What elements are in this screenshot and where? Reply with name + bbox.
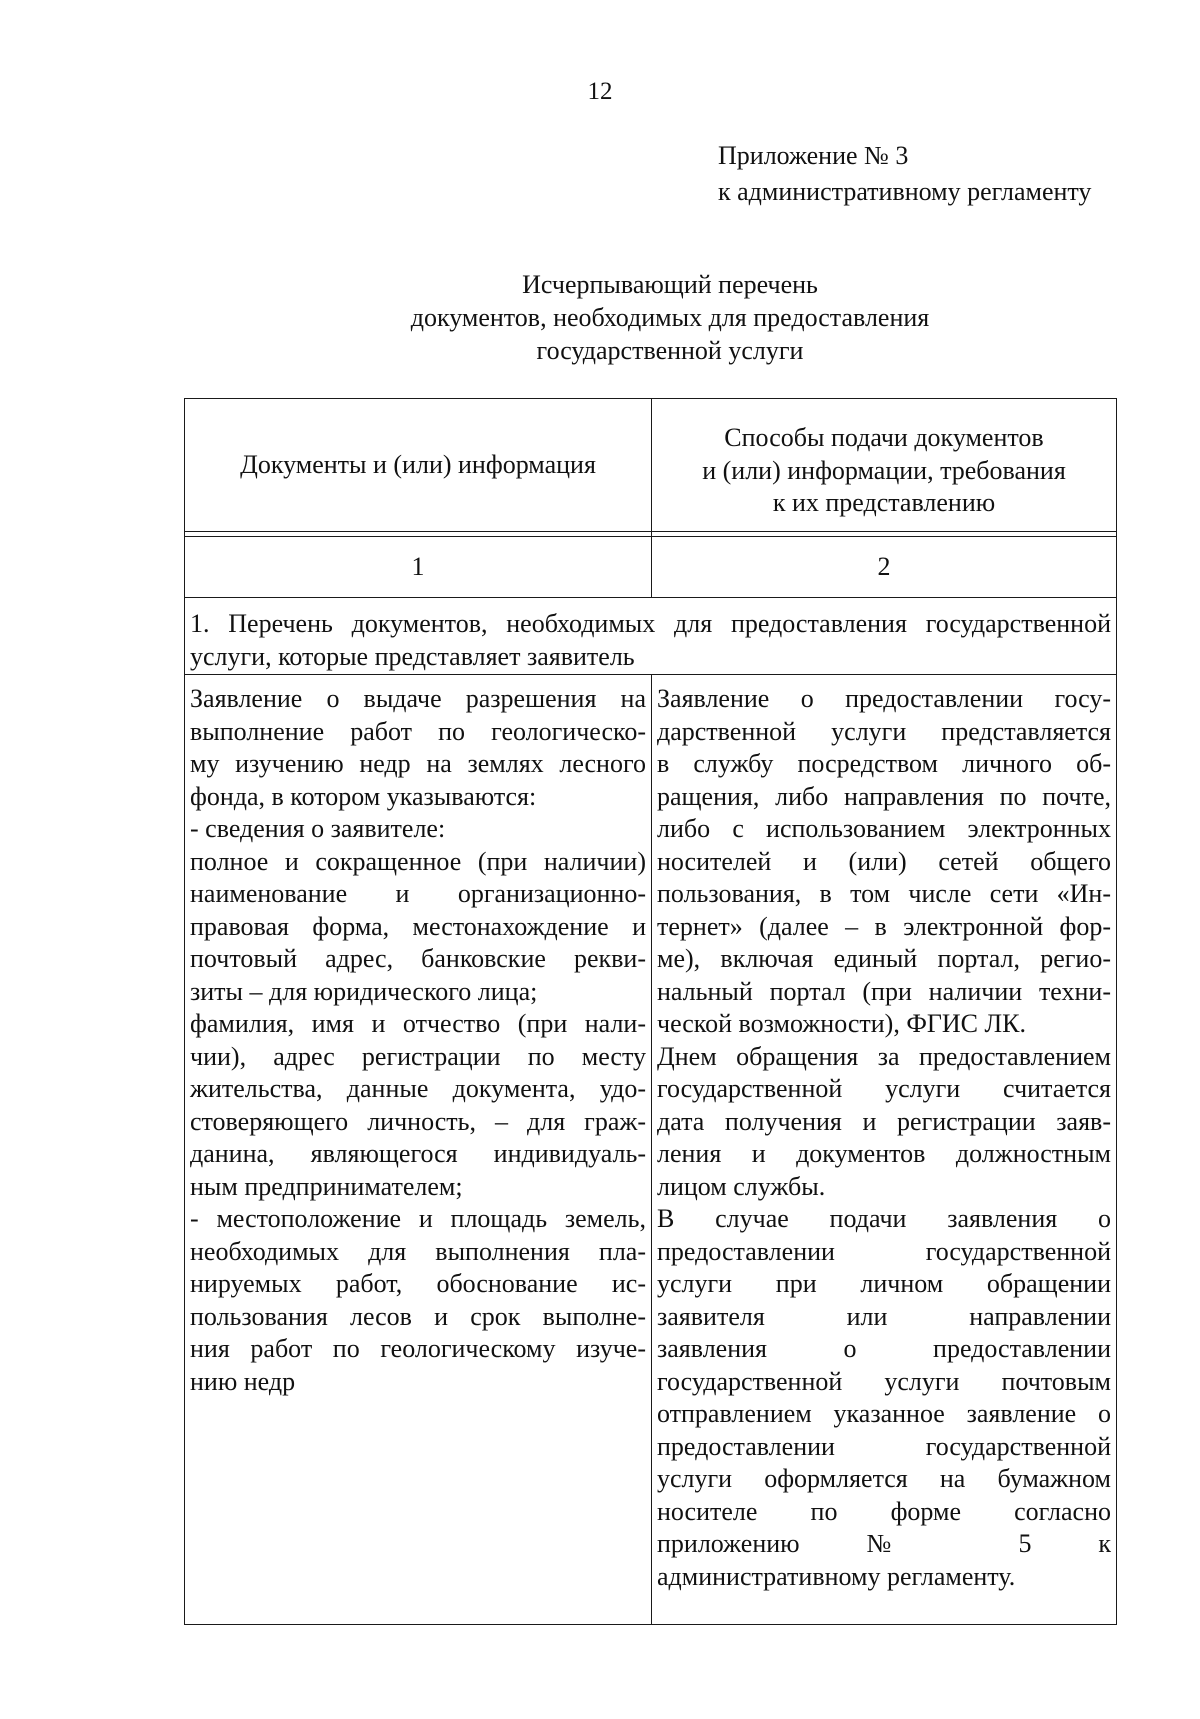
right-cell-line: пользования, в том числе сети «Ин-: [657, 879, 1111, 908]
left-cell-line: фонда, в котором указываются:: [190, 781, 537, 811]
right-cell-line: услуги оформляется на бумажном: [657, 1464, 1111, 1493]
left-cell-line: почтовый адрес, банковские рекви-: [190, 944, 646, 973]
left-cell-line: нию недр: [190, 1366, 296, 1396]
left-cell-line: - сведения о заявителе:: [190, 814, 446, 843]
right-cell-line: ления и документов должностным: [657, 1139, 1111, 1168]
right-cell-line: лицом службы.: [657, 1171, 826, 1201]
left-cell-line: пользования лесов и срок выполне-: [190, 1301, 646, 1331]
column-header-methods-line-3: к их представлению: [772, 488, 996, 518]
appendix-line-2: к административному регламенту: [718, 177, 1092, 206]
left-cell-line: нируемых работ, обоснование ис-: [190, 1269, 646, 1298]
column-number-row: [185, 537, 1117, 598]
right-cell-line: заявителя или направлении: [657, 1301, 1111, 1331]
right-cell-line: в службу посредством личного об-: [657, 749, 1111, 778]
right-cell-line: либо с использованием электронных: [657, 814, 1111, 843]
right-cell-line: дата получения и регистрации заяв-: [657, 1106, 1111, 1136]
left-cell-line: зиты – для юридического лица;: [190, 976, 538, 1006]
title-line-3: государственной услуги: [536, 336, 804, 365]
title-line-1: Исчерпывающий перечень: [522, 270, 818, 299]
right-cell-line: государственной услуги считается: [657, 1074, 1111, 1103]
right-cell-line: тернет» (далее – в электронной фор-: [657, 911, 1111, 941]
right-cell-line: нальный портал (при наличии техни-: [657, 976, 1111, 1006]
column-number-2: 2: [652, 537, 1117, 598]
right-cell-line: государственной услуги почтовым: [657, 1366, 1111, 1396]
left-cell-line: полное и сокращенное (при наличии): [190, 846, 646, 876]
right-cell-line: предоставлении государственной: [657, 1431, 1111, 1461]
right-cell-line: носителе по форме согласно: [657, 1496, 1111, 1526]
column-header-documents: Документы и (или) информация: [185, 399, 652, 532]
right-cell-line: Заявление о предоставлении госу-: [657, 684, 1111, 713]
right-cell-line: предоставлении государственной: [657, 1236, 1111, 1266]
section-heading-text: 1. Перечень документов, необходимых для предоставления государственной услуги, которые представляет заявитель: [190, 609, 1111, 671]
page-number: 12: [587, 78, 613, 105]
right-cell-line: носителей и (или) сетей общего: [657, 846, 1111, 876]
column-header-methods-line-1: Способы подачи документов: [724, 423, 1044, 453]
section-heading: [185, 598, 1117, 675]
left-cell-line: чии), адрес регистрации по месту: [190, 1041, 646, 1071]
left-cell-line: - местоположение и площадь земель,: [190, 1204, 646, 1233]
left-cell-application-content: [185, 675, 652, 1625]
column-header-methods-line-2: и (или) информации, требования: [702, 455, 1066, 485]
section-row: [185, 598, 1117, 675]
left-cell-line: фамилия, имя и отчество (при нали-: [190, 1009, 646, 1038]
left-cell-line: правовая форма, местонахождение и: [190, 911, 646, 941]
right-cell-line: административному регламенту.: [657, 1561, 1016, 1591]
document-title: [0, 268, 1200, 367]
right-cell-line: приложению № 5 к: [657, 1529, 1111, 1558]
documents-table: [184, 398, 1117, 1625]
right-cell-line: Днем обращения за предоставлением: [657, 1041, 1111, 1071]
right-cell-line: дарственной услуги представляется: [657, 716, 1111, 746]
right-cell-submission-methods: [652, 675, 1117, 1625]
left-cell-line: стоверяющего личность, – для граж-: [190, 1106, 646, 1136]
right-cell-line: ращения, либо направления по почте,: [657, 781, 1111, 811]
appendix-note: [718, 138, 1188, 210]
left-cell-line: жительства, данные документа, удо-: [190, 1074, 646, 1103]
left-cell-line: Заявление о выдаче разрешения на: [190, 684, 646, 713]
column-header-methods: [652, 399, 1117, 532]
right-cell-line: отправлением указанное заявление о: [657, 1399, 1111, 1428]
left-cell-line: необходимых для выполнения пла-: [190, 1236, 646, 1266]
left-cell-line: му изучению недр на землях лесного: [190, 749, 646, 778]
right-cell-line: В случае подачи заявления о: [657, 1204, 1111, 1233]
left-cell-line: данина, являющегося индивидуаль-: [190, 1139, 646, 1168]
title-line-2: документов, необходимых для предоставления: [410, 303, 930, 332]
left-cell-line: наименование и организационно-: [190, 879, 646, 908]
left-cell-line: ным предпринимателем;: [190, 1171, 463, 1201]
right-cell-line: ме), включая единый портал, регио-: [657, 944, 1111, 973]
left-cell-line: ния работ по геологическому изуче-: [190, 1334, 646, 1363]
right-cell-line: услуги при личном обращении: [657, 1269, 1111, 1298]
table-row: [185, 675, 1117, 1625]
right-cell-line: ческой возможности), ФГИС ЛК.: [657, 1009, 1027, 1038]
appendix-line-1: Приложение № 3: [718, 141, 909, 170]
left-cell-line: выполнение работ по геологическо-: [190, 716, 646, 746]
right-cell-line: заявления о предоставлении: [657, 1334, 1111, 1363]
column-number-1: 1: [185, 537, 652, 598]
table-header-row: [185, 399, 1117, 532]
